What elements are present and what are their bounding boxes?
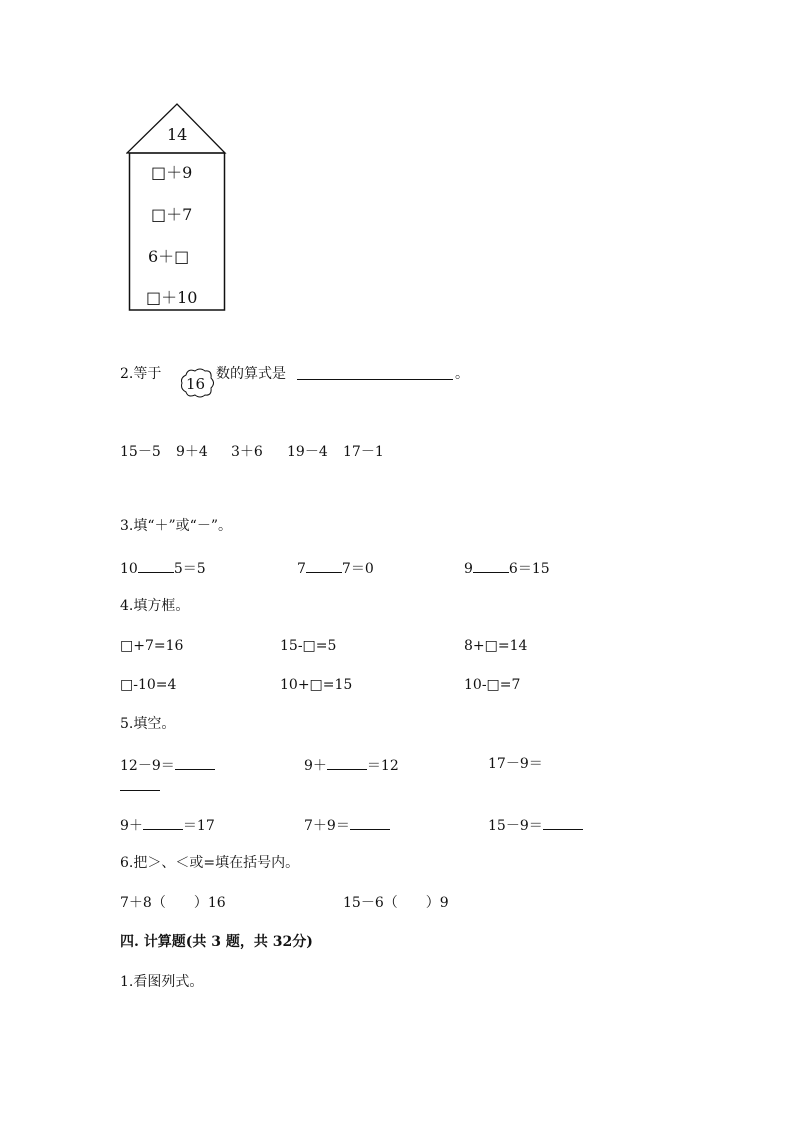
q3-item-3-right: 6＝15 xyxy=(508,561,550,577)
q5-r1-c: 17－9＝ xyxy=(488,756,543,772)
q5-r2-b-text: 7＋9＝ xyxy=(304,818,350,834)
q6-item-a: 7＋8（ ）16 xyxy=(120,895,226,911)
q5-title: 5.填空。 xyxy=(120,716,176,732)
q2-suffix: 数的算式是 xyxy=(216,366,286,382)
q3-item-3 xyxy=(464,558,550,578)
house-roof-number: 14 xyxy=(167,125,188,144)
q5-r2-b xyxy=(304,815,390,835)
q3-item-3-blank[interactable] xyxy=(473,558,509,573)
q5-r2-c-text: 15－9＝ xyxy=(488,818,543,834)
q4-title: 4.填方框。 xyxy=(120,598,190,614)
q6-title: 6.把＞、＜或=填在括号内。 xyxy=(120,855,300,871)
flower-number: 16 xyxy=(186,375,206,393)
q5-r2-c-blank[interactable] xyxy=(543,815,583,830)
q4-r1-c: 8+□=14 xyxy=(464,638,528,654)
house-row-4: □＋10 xyxy=(146,288,198,307)
q3-item-1-right: 5＝5 xyxy=(173,561,206,577)
section-4-title: 四. 计算题(共 3 题，共 32分) xyxy=(120,934,313,950)
q3-item-1-left: 10 xyxy=(120,561,138,577)
q5-r2-b-blank[interactable] xyxy=(350,815,390,830)
q5-r2-a-right: ＝17 xyxy=(182,818,215,834)
q5-r1-a-blank[interactable] xyxy=(175,755,215,770)
q3-item-1-blank[interactable] xyxy=(138,558,174,573)
q3-item-1 xyxy=(120,558,206,578)
q2-option-3: 3＋6 xyxy=(231,444,263,460)
section-4-q1: 1.看图列式。 xyxy=(120,974,204,990)
q4-r2-a: □-10=4 xyxy=(120,677,177,693)
q3-item-3-left: 9 xyxy=(464,561,473,577)
q2-answer-blank[interactable] xyxy=(297,379,453,380)
q3-item-2 xyxy=(297,558,374,578)
q4-r1-b: 15-□=5 xyxy=(280,638,337,654)
house-row-2: □＋7 xyxy=(151,205,193,224)
house-row-3: 6＋□ xyxy=(148,247,190,266)
q5-r2-a-left: 9＋ xyxy=(120,818,143,834)
q3-item-2-right: 7＝0 xyxy=(341,561,374,577)
q5-r1-b-blank[interactable] xyxy=(327,755,367,770)
q5-r1-a xyxy=(120,755,215,775)
q4-r1-a: □+7=16 xyxy=(120,638,184,654)
q5-r2-a-blank[interactable] xyxy=(143,815,183,830)
q6-item-b: 15－6（ ）9 xyxy=(343,895,449,911)
q5-r2-a xyxy=(120,815,215,835)
q2-end: 。 xyxy=(455,366,469,382)
q4-r2-c: 10-□=7 xyxy=(464,677,521,693)
q5-r1-a-text: 12－9＝ xyxy=(120,758,175,774)
q3-item-2-left: 7 xyxy=(297,561,306,577)
q3-title: 3.填“＋”或“－”。 xyxy=(120,518,232,534)
q5-r1-b-left: 9＋ xyxy=(304,758,327,774)
q5-r1-b-right: ＝12 xyxy=(366,758,399,774)
q5-r1-c-blank[interactable] xyxy=(120,790,160,791)
q2-option-2: 9＋4 xyxy=(176,444,208,460)
q5-r2-c xyxy=(488,815,583,835)
q5-r1-b xyxy=(304,755,399,775)
q2-prefix: 2.等于 xyxy=(120,366,162,382)
q2-option-5: 17－1 xyxy=(343,444,384,460)
q2-option-4: 19－4 xyxy=(287,444,328,460)
q4-r2-b: 10+□=15 xyxy=(280,677,353,693)
house-row-1: □＋9 xyxy=(151,163,193,182)
q2-option-1: 15－5 xyxy=(120,444,161,460)
q3-item-2-blank[interactable] xyxy=(306,558,342,573)
